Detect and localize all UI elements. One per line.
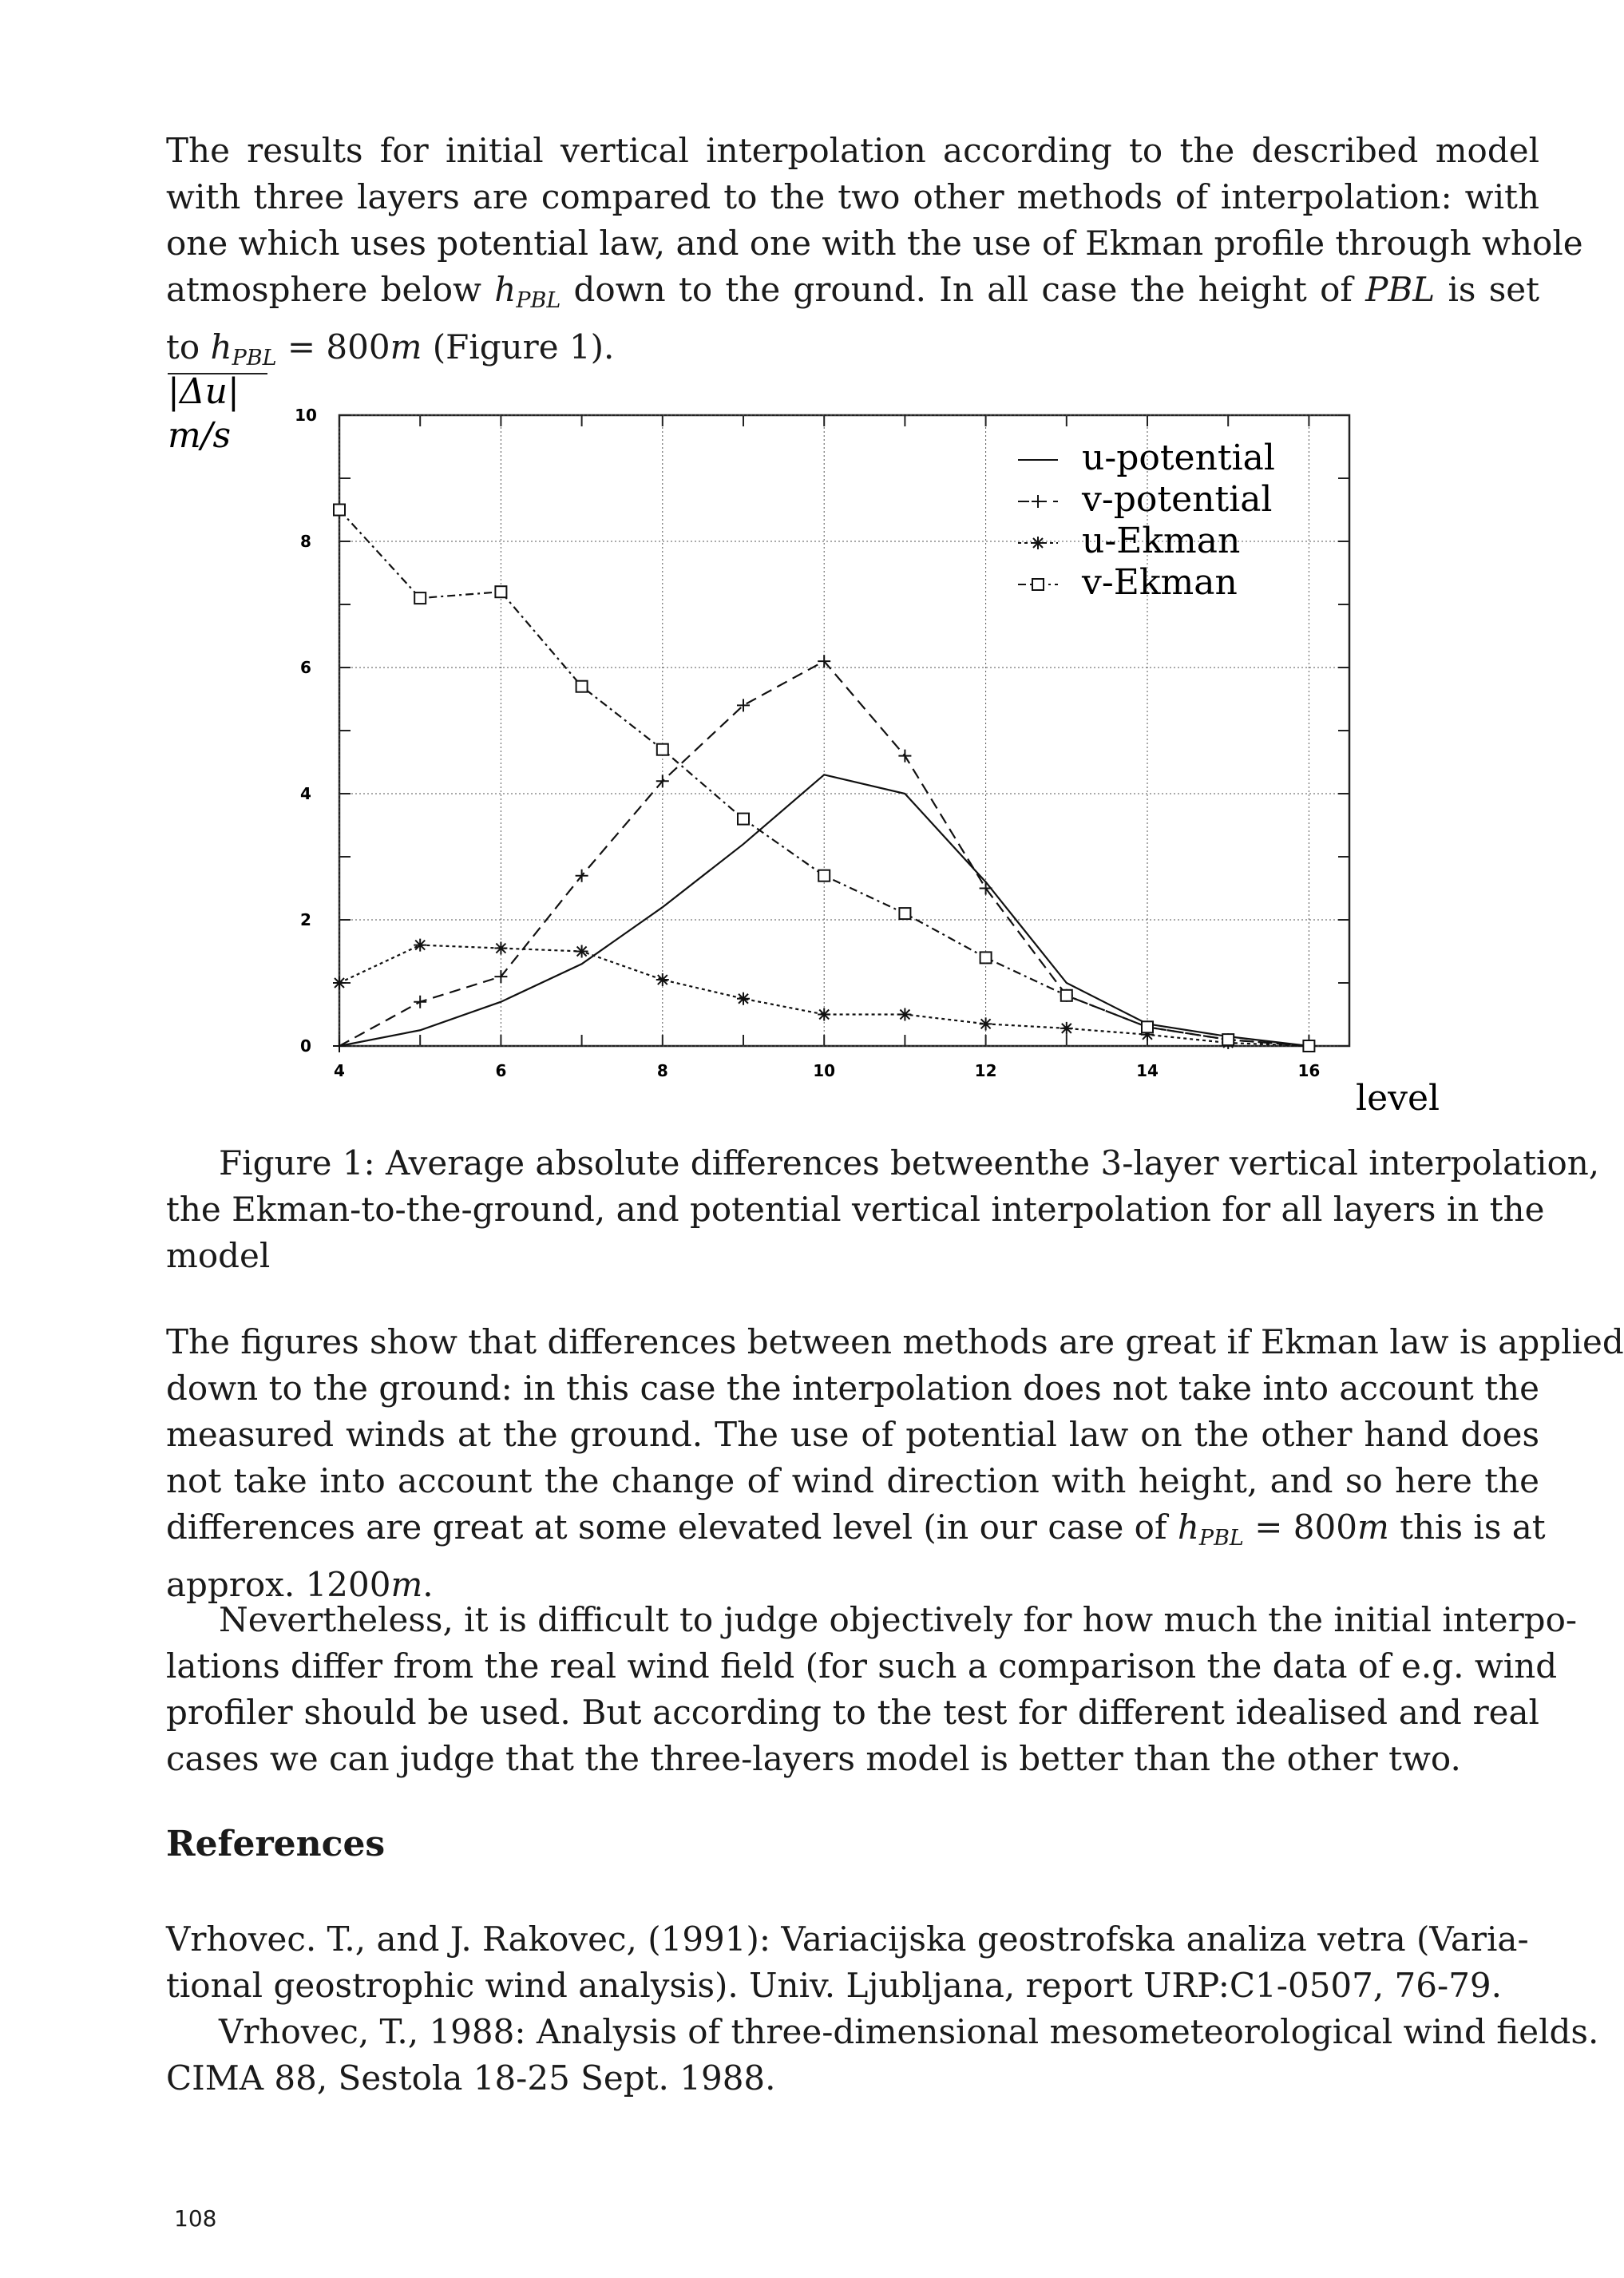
data-point-v-potential	[333, 1040, 346, 1052]
intro-line-1: The results for initial vertical interpolation according to the described model	[166, 131, 1539, 170]
x-tick-label: 16	[1297, 1061, 1321, 1080]
reference-2-line-2: CIMA 88, Sestola 18-25 Sept. 1988.	[166, 2058, 776, 2098]
figure-caption	[166, 1140, 1600, 1279]
x-tick-label: 4	[334, 1061, 345, 1080]
y-tick-label: 10	[295, 406, 317, 425]
data-point-u-Ekman	[414, 939, 426, 952]
discussion-paragraph	[166, 1319, 1624, 1608]
body3-line-2: lations differ from the real wind field (for such a comparison the data of e.g. wind	[166, 1646, 1558, 1686]
body2-line-4: not take into account the change of wind direction with height, and so here the	[166, 1461, 1539, 1500]
references-heading: References	[166, 1824, 386, 1864]
data-point-u-Ekman	[333, 977, 346, 989]
body3-line-3: profiler should be used. But according to the test for different idealised and real	[166, 1693, 1539, 1732]
x-tick-label: 6	[495, 1061, 507, 1080]
data-point-u-Ekman	[494, 942, 507, 955]
intro-paragraph	[166, 128, 1583, 382]
reference-1-line-2: tional geostrophic wind analysis). Univ. Ljubljana, report URP:C1-0507, 76-79.	[166, 1966, 1502, 2005]
x-axis-label: level	[1356, 1078, 1440, 1119]
data-point-u-Ekman	[737, 992, 750, 1005]
y-axis-unit-label: m/s	[168, 415, 232, 456]
intro-line-2: with three layers are compared to the two other methods of interpolation: with	[166, 177, 1539, 216]
intro-line-3: one which uses potential law, and one with the use of Ekman profile through whole	[166, 224, 1583, 263]
legend-label-u-Ekman: u-Ekman	[1082, 521, 1241, 561]
data-point-v-Ekman	[576, 681, 588, 692]
y-tick-label: 8	[300, 532, 311, 551]
y-tick-label: 0	[300, 1036, 311, 1056]
data-point-v-Ekman	[1303, 1040, 1314, 1052]
x-tick-label: 14	[1136, 1061, 1159, 1080]
caption-line-1: Figure 1: Average absolute differences betweenthe 3-layer vertical interpolation,	[219, 1143, 1600, 1183]
body3-line-4: cases we can judge that the three-layers model is better than the other two.	[166, 1739, 1461, 1778]
body2-line-1: The figures show that differences between methods are great if Ekman law is applied	[166, 1322, 1624, 1361]
data-point-v-Ekman	[980, 952, 992, 963]
y-tick-label: 4	[300, 784, 311, 803]
body3-line-1: Nevertheless, it is difficult to judge objectively for how much the initial interpo-	[219, 1600, 1578, 1639]
data-point-v-potential	[980, 882, 992, 895]
body2-line-3: measured winds at the ground. The use of potential law on the other hand does	[166, 1415, 1539, 1454]
legend-label-v-potential: v-potential	[1082, 479, 1273, 520]
y-tick-label: 2	[300, 910, 311, 929]
data-point-u-Ekman	[818, 1008, 830, 1021]
data-point-u-Ekman	[1060, 1022, 1073, 1035]
reference-1-line-1: Vrhovec. T., and J. Rakovec, (1991): Variacijska geostrofska analiza vetra (Varia-	[166, 1919, 1529, 1959]
y-axis-label: |Δu|	[168, 371, 240, 412]
legend-marker-v-Ekman	[1032, 579, 1044, 590]
data-point-v-potential	[414, 996, 426, 1008]
data-point-v-Ekman	[1222, 1034, 1234, 1045]
caption-line-3: model	[166, 1236, 271, 1275]
data-point-v-Ekman	[738, 814, 749, 825]
reference-2-line-1: Vrhovec, T., 1988: Analysis of three-dimensional mesometeorological wind fields.	[219, 2012, 1599, 2051]
x-tick-label: 10	[813, 1061, 836, 1080]
body2-line-5: differences are great at some elevated level (in our case of $h_{PBL} = 800m$ this is at	[166, 1507, 1546, 1551]
data-point-v-Ekman	[334, 505, 345, 516]
legend-label-u-potential: u-potential	[1082, 438, 1275, 478]
data-point-v-Ekman	[657, 744, 668, 755]
legend-marker-u-Ekman	[1032, 537, 1044, 549]
legend-label-v-Ekman: v-Ekman	[1082, 562, 1238, 603]
x-tick-label: 8	[656, 1061, 668, 1080]
page-number: 108	[174, 2205, 217, 2232]
data-point-v-Ekman	[495, 586, 506, 597]
body2-line-2: down to the ground: in this case the interpolation does not take into account the	[166, 1369, 1539, 1408]
data-point-u-Ekman	[898, 1008, 911, 1021]
data-point-v-Ekman	[414, 592, 426, 604]
x-tick-label: 12	[974, 1061, 997, 1080]
intro-line-4: atmosphere below $h_{PBL}$ down to the ground. In all case the height of PBL is set	[166, 270, 1539, 313]
y-tick-label: 6	[300, 658, 311, 677]
data-point-u-Ekman	[980, 1017, 992, 1030]
conclusion-paragraph	[166, 1597, 1578, 1782]
body2-line-6: approx. 1200m.	[166, 1565, 434, 1604]
data-point-u-Ekman	[656, 973, 669, 986]
legend-marker-v-potential	[1032, 495, 1044, 508]
figure-1-chart	[152, 367, 1440, 1126]
data-point-v-potential	[898, 750, 911, 763]
data-point-v-Ekman	[1061, 990, 1072, 1001]
caption-line-2: the Ekman-to-the-ground, and potential vertical interpolation for all layers in the	[166, 1190, 1545, 1229]
data-point-v-Ekman	[899, 908, 910, 919]
intro-line-5: to $h_{PBL} = 800m$ (Figure 1).	[166, 327, 615, 370]
data-point-v-Ekman	[1142, 1021, 1153, 1032]
data-point-v-Ekman	[818, 870, 830, 881]
references-list	[166, 1916, 1599, 2102]
data-point-u-Ekman	[576, 945, 588, 958]
